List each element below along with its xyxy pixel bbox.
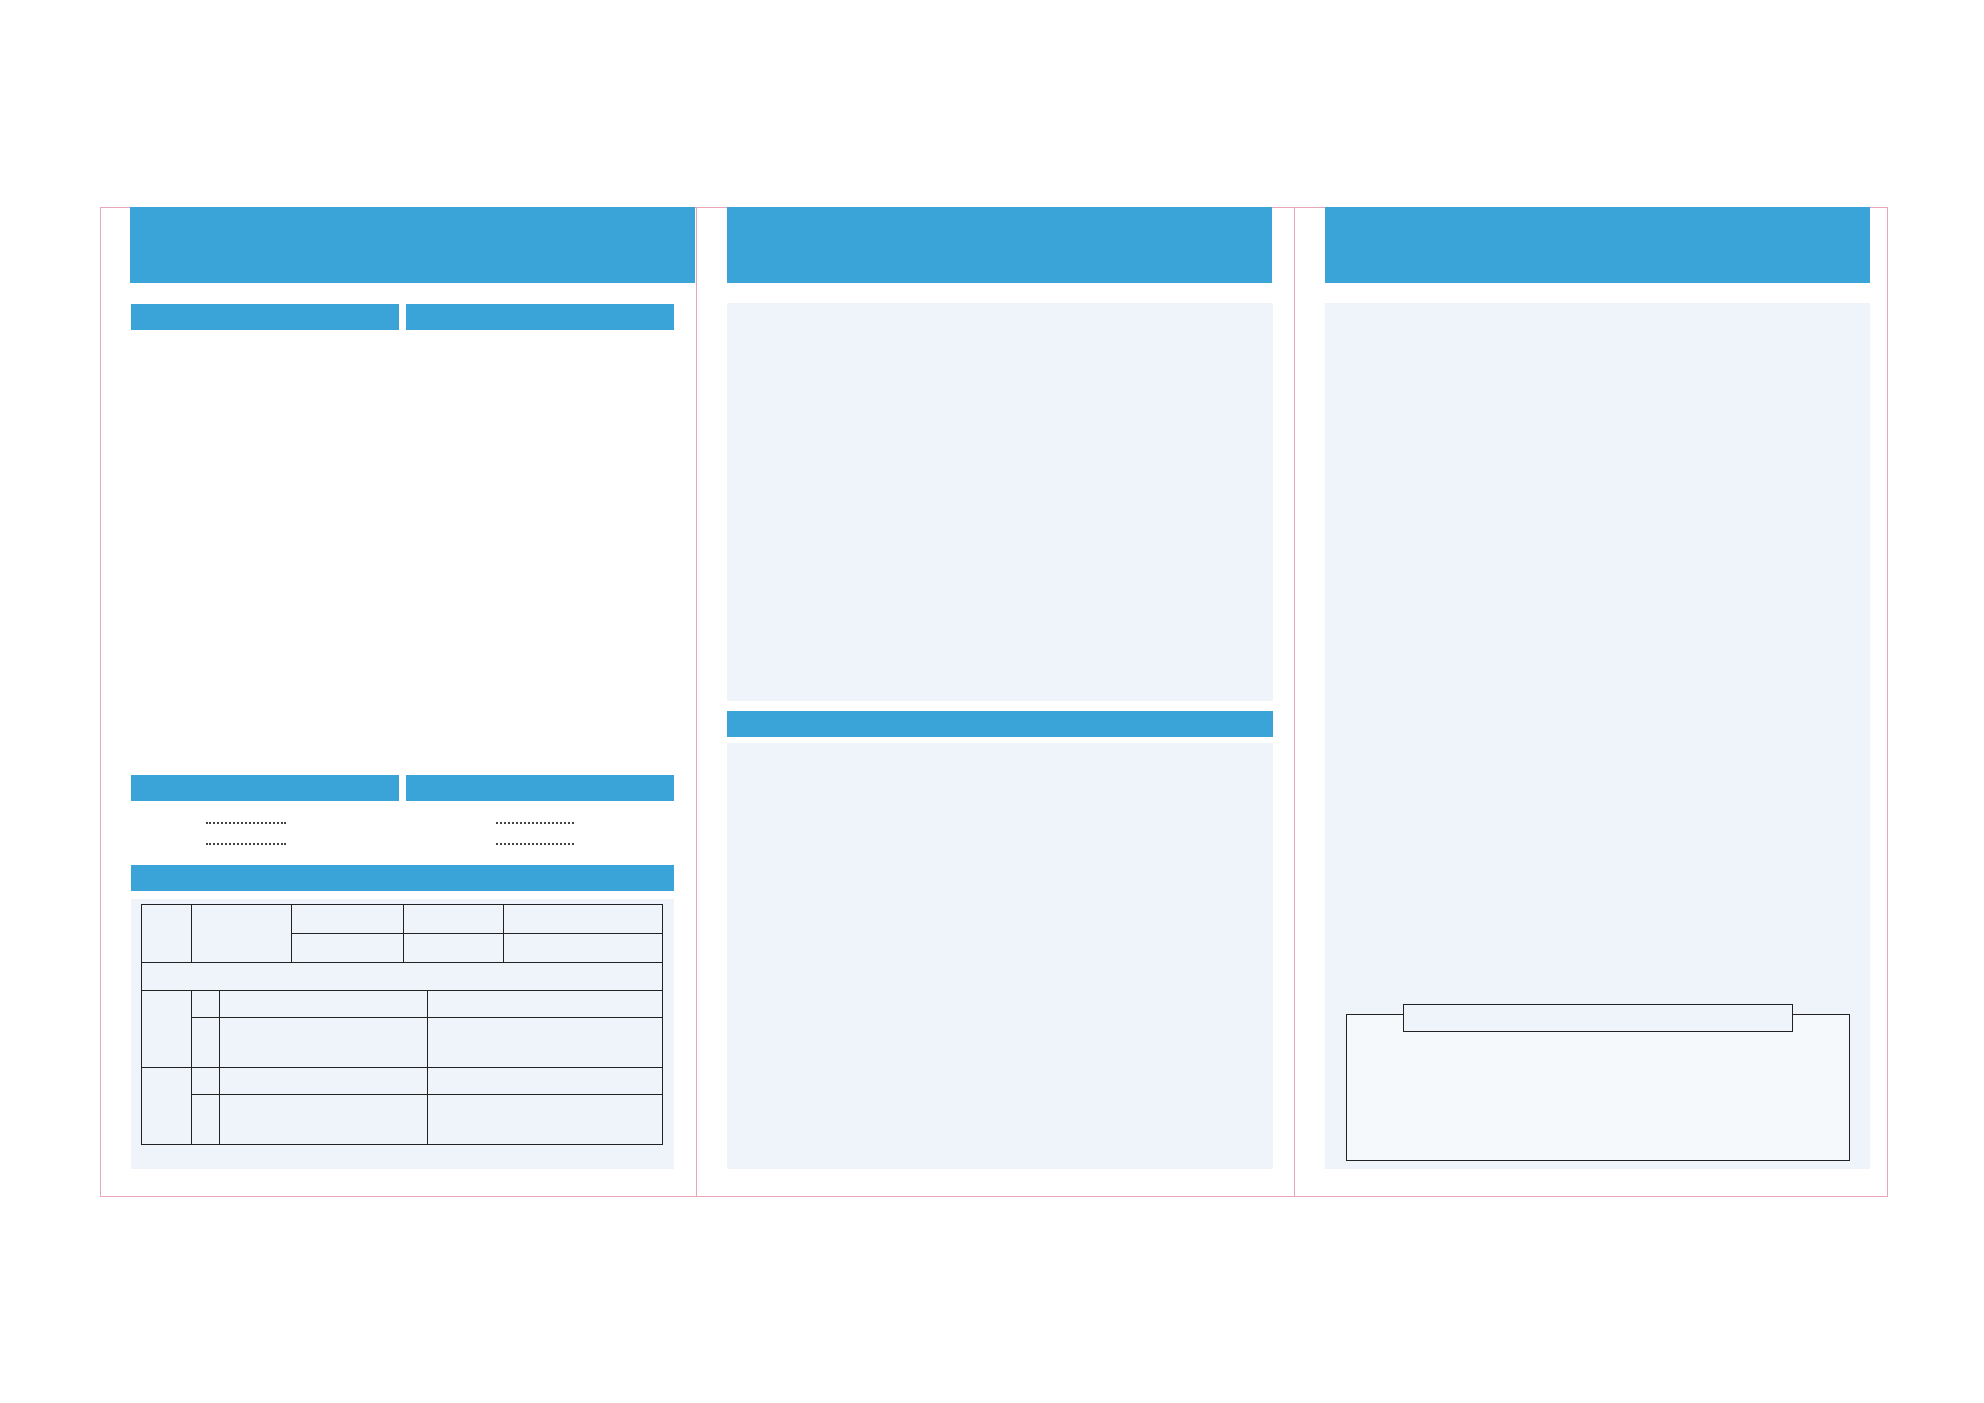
staff-title	[1403, 1004, 1793, 1032]
service-table	[141, 904, 663, 991]
report-box	[727, 743, 1273, 1169]
sunday-header	[131, 304, 399, 330]
report-header	[727, 711, 1273, 737]
next-week-label	[142, 905, 192, 963]
panel-offering	[697, 207, 1294, 1197]
panel-header	[1325, 207, 1870, 283]
wednesday-header	[406, 304, 674, 330]
offering-box	[727, 303, 1273, 701]
panel-worship	[100, 207, 696, 1197]
friday-header	[406, 775, 674, 801]
friday-row	[416, 812, 582, 828]
dawn-header	[131, 775, 399, 801]
panel-header	[130, 207, 695, 283]
dawn-row	[142, 812, 294, 828]
friday-row	[416, 833, 582, 849]
dawn-row	[142, 833, 294, 849]
panel-header	[727, 207, 1272, 283]
staff-box	[1346, 1014, 1850, 1161]
panel-mission	[1295, 207, 1888, 1197]
service-header	[131, 865, 674, 891]
ushers-table	[141, 990, 663, 1145]
